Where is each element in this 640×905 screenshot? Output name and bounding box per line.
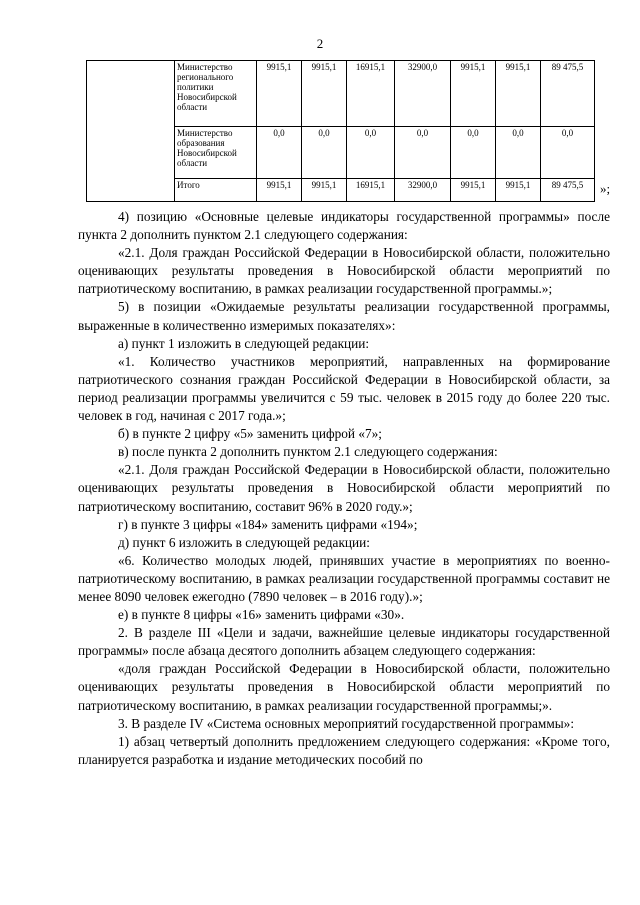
table-cell: 9915,1	[302, 179, 347, 202]
table-cell: 0,0	[302, 127, 347, 179]
funding-table	[86, 60, 595, 202]
table-cell: 9915,1	[451, 61, 496, 127]
table-cell-name: Итого	[175, 179, 257, 202]
table-cell: 32900,0	[395, 179, 451, 202]
table-cell: 16915,1	[347, 179, 395, 202]
paragraph: б) в пункте 2 цифру «5» заменить цифрой «7»;	[118, 426, 382, 442]
paragraph: 4) позицию «Основные целевые индикаторы государственной программы» после пункта 2 дополнить пунктом 2.1 следующего содержания:	[78, 209, 610, 243]
paragraph: «доля граждан Российской Федерации в Новосибирской области, положительно оценивающих результаты проведения в Новосибирской области мероприятий по патриотическому воспитанию, в рамках реализации государственной программы;».	[78, 661, 610, 713]
table-cell: 9915,1	[496, 61, 541, 127]
table-cell: 9915,1	[451, 179, 496, 202]
document-body	[78, 208, 610, 769]
paragraph: е) в пункте 8 цифры «16» заменить цифрами «30».	[118, 607, 405, 623]
table-row	[87, 61, 595, 127]
paragraph: «2.1. Доля граждан Российской Федерации в Новосибирской области, положительно оценивающих результаты проведения в Новосибирской области мероприятий по патриотическому воспитанию, в рамках реализации государственной программы.»;	[78, 245, 610, 297]
paragraph: г) в пункте 3 цифры «184» заменить цифрами «194»;	[118, 516, 418, 532]
table-cell: 0,0	[347, 127, 395, 179]
paragraph: в) после пункта 2 дополнить пунктом 2.1 следующего содержания:	[118, 444, 498, 460]
paragraph: «2.1. Доля граждан Российской Федерации в Новосибирской области, положительно оценивающих результаты проведения в Новосибирской области мероприятий по патриотическому воспитанию, составит 96% в 2020 году.»;	[78, 462, 610, 514]
paragraph: 2. В разделе III «Цели и задачи, важнейшие целевые индикаторы государственной программы» после абзаца десятого дополнить абзацем следующего содержания:	[78, 625, 610, 659]
table-closing-quote: »;	[600, 181, 611, 196]
table-cell: 9915,1	[257, 61, 302, 127]
table-cell: 0,0	[541, 127, 595, 179]
table-cell: 89 475,5	[541, 61, 595, 127]
table-cell: 9915,1	[257, 179, 302, 202]
paragraph: 5) в позиции «Ожидаемые результаты реализации государственной программы, выраженные в количественно измеримых показателях»:	[78, 299, 610, 333]
page-number: 2	[316, 36, 324, 51]
paragraph: д) пункт 6 изложить в следующей редакции:	[118, 534, 370, 550]
paragraph: 1) абзац четвертый дополнить предложением следующего содержания: «Кроме того, планируется разработка и издание методических пособий по	[78, 733, 610, 767]
table-cell: 32900,0	[395, 61, 451, 127]
table-cell: 9915,1	[496, 179, 541, 202]
table-cell: 0,0	[395, 127, 451, 179]
table-cell: 0,0	[451, 127, 496, 179]
table-cell: 89 475,5	[541, 179, 595, 202]
table-cell-name: Министерство регионального политики Новосибирской области	[175, 61, 257, 127]
paragraph: а) пункт 1 изложить в следующей редакции:	[118, 335, 370, 351]
table-empty-cell	[87, 61, 175, 202]
table-cell-name: Министерство образования Новосибирской области	[175, 127, 257, 179]
paragraph: 3. В разделе IV «Система основных мероприятий государственной программы»:	[118, 715, 575, 731]
paragraph: «6. Количество молодых людей, принявших участие в мероприятиях по военно-патриотическому воспитанию, в рамках реализации государственной программы составит не менее 8090 человек ежегодно (7890 человек – в 2016 году).»;	[78, 552, 610, 604]
table-cell: 0,0	[496, 127, 541, 179]
table-cell: 16915,1	[347, 61, 395, 127]
table-cell: 9915,1	[302, 61, 347, 127]
paragraph: «1. Количество участников мероприятий, направленных на формирование патриотического сознания граждан Российской Федерации в Новосибирской области, за период реализации программы увеличится с 59 тыс. человек в 2015 году до более 220 тыс. человек в год, начиная с 2017 года.»;	[78, 353, 610, 424]
table-cell: 0,0	[257, 127, 302, 179]
